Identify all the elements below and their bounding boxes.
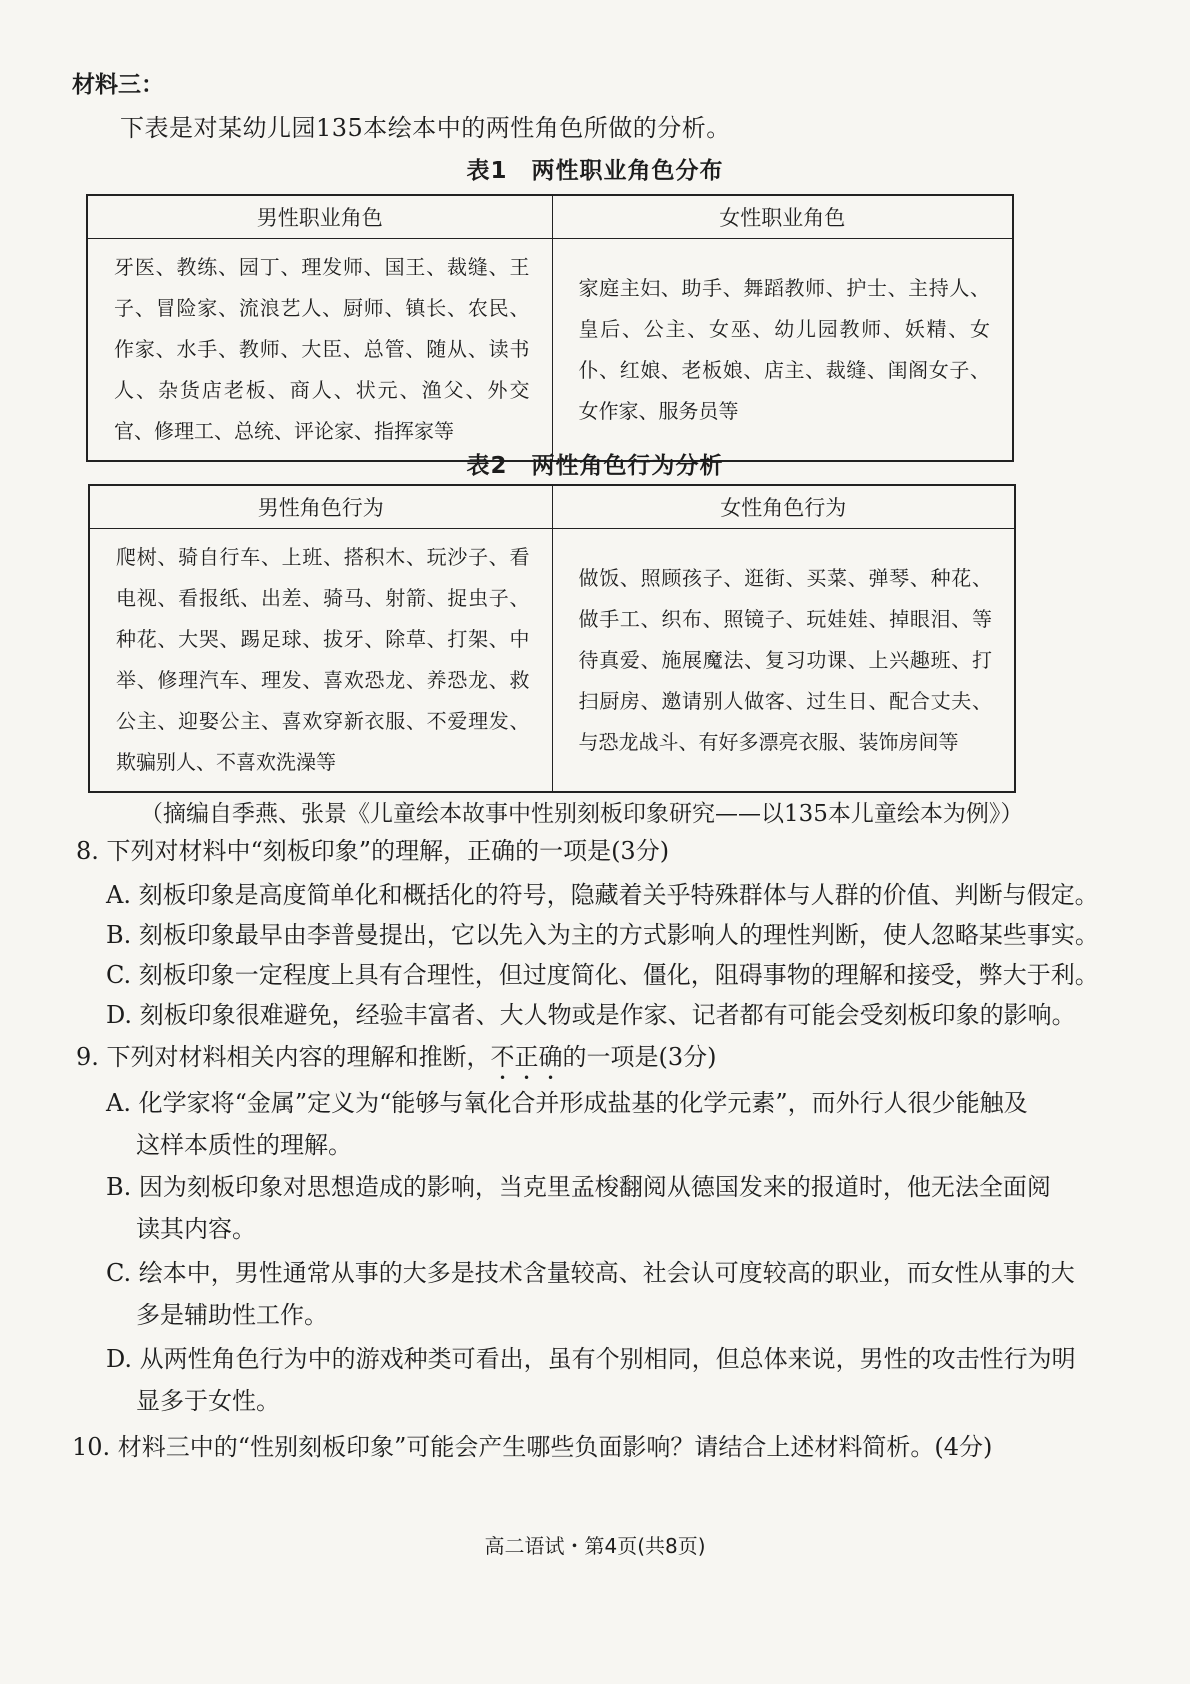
source-citation: （摘编自季燕、张景《儿童绘本故事中性别刻板印象研究——以135本儿童绘本为例》） [140,801,1024,827]
table1-occupations [86,194,1014,462]
q9-option-a-line1: A. 化学家将“金属”定义为“能够与氧化合并形成盐基的化学元素”，而外行人很少能触及 [106,1089,1028,1117]
q9-option-b-line2: 读其内容。 [136,1215,256,1243]
material-heading: 材料三： [72,72,164,98]
q9-option-c-line2: 多是辅助性工作。 [136,1301,328,1329]
table2-cell-female: 做饭、照顾孩子、逛街、买菜、弹琴、种花、做手工、织布、照镜子、玩娃娃、掉眼泪、等待真爱、施展魔法、复习功课、上兴趣班、打扫厨房、邀请别人做客、过生日、配合丈夫、与恐龙战斗、有好多漂亮衣服、装饰房间等 [552,529,1015,793]
q8-option-d: D. 刻板印象很难避免，经验丰富者、大人物或是作家、记者都有可能会受刻板印象的影响。 [106,1001,1076,1029]
table2-cell-male: 爬树、骑自行车、上班、搭积木、玩沙子、看电视、看报纸、出差、骑马、射箭、捉虫子、种花、大哭、踢足球、拔牙、除草、打架、中举、修理汽车、理发、喜欢恐龙、养恐龙、救公主、迎娶公主、喜欢穿新衣服、不爱理发、欺骗别人、不喜欢洗澡等 [89,529,552,793]
q8-option-c: C. 刻板印象一定程度上具有合理性，但过度简化、僵化，阻碍事物的理解和接受，弊大于利。 [106,961,1099,989]
table2-title: 表2 两性角色行为分析 [466,453,724,479]
q9-stem-after: 的一项是(3分) [562,1043,717,1071]
q9-stem-before: 9. 下列对材料相关内容的理解和推断， [76,1043,491,1071]
table2-header-female: 女性角色行为 [552,485,1015,529]
table1-header-male: 男性职业角色 [87,195,552,239]
q9-option-d-line2: 显多于女性。 [136,1387,280,1415]
table2-header-male: 男性角色行为 [89,485,552,529]
question-10: 10. 材料三中的“性别刻板印象”可能会产生哪些负面影响？请结合上述材料简析。(4分) [72,1433,993,1461]
page-footer: 高二语试・第4页(共8页) [484,1534,706,1558]
table1-title: 表1 两性职业角色分布 [466,158,724,184]
q9-option-a-line2: 这样本质性的理解。 [136,1131,352,1159]
q9-stem-emphasis: 不正确 [490,1043,563,1071]
q9-option-c-line1: C. 绘本中，男性通常从事的大多是技术含量较高、社会认可度较高的职业，而女性从事的大 [106,1259,1075,1287]
table1-header-female: 女性职业角色 [552,195,1013,239]
q9-option-b-line1: B. 因为刻板印象对思想造成的影响，当克里孟梭翻阅从德国发来的报道时，他无法全面阅 [106,1173,1051,1201]
question-9-stem [76,1034,717,1085]
q9-option-d-line1: D. 从两性角色行为中的游戏种类可看出，虽有个别相同，但总体来说，男性的攻击性行为明 [106,1345,1076,1373]
table2-behaviors [88,484,1016,793]
q8-option-a: A. 刻板印象是高度简单化和概括化的符号，隐藏着关乎特殊群体与人群的价值、判断与假定。 [106,881,1099,909]
table1-cell-female: 家庭主妇、助手、舞蹈教师、护士、主持人、皇后、公主、女巫、幼儿园教师、妖精、女仆、红娘、老板娘、店主、裁缝、闺阁女子、女作家、服务员等 [552,239,1013,462]
intro-text: 下表是对某幼儿园135本绘本中的两性角色所做的分析。 [120,114,731,142]
question-8-stem: 8. 下列对材料中“刻板印象”的理解，正确的一项是(3分) [76,837,670,865]
q8-option-b: B. 刻板印象最早由李普曼提出，它以先入为主的方式影响人的理性判断，使人忽略某些事实。 [106,921,1099,949]
table1-cell-male: 牙医、教练、园丁、理发师、国王、裁缝、王子、冒险家、流浪艺人、厨师、镇长、农民、作家、水手、教师、大臣、总管、随从、读书人、杂货店老板、商人、状元、渔父、外交官、修理工、总统、评论家、指挥家等 [87,239,552,462]
